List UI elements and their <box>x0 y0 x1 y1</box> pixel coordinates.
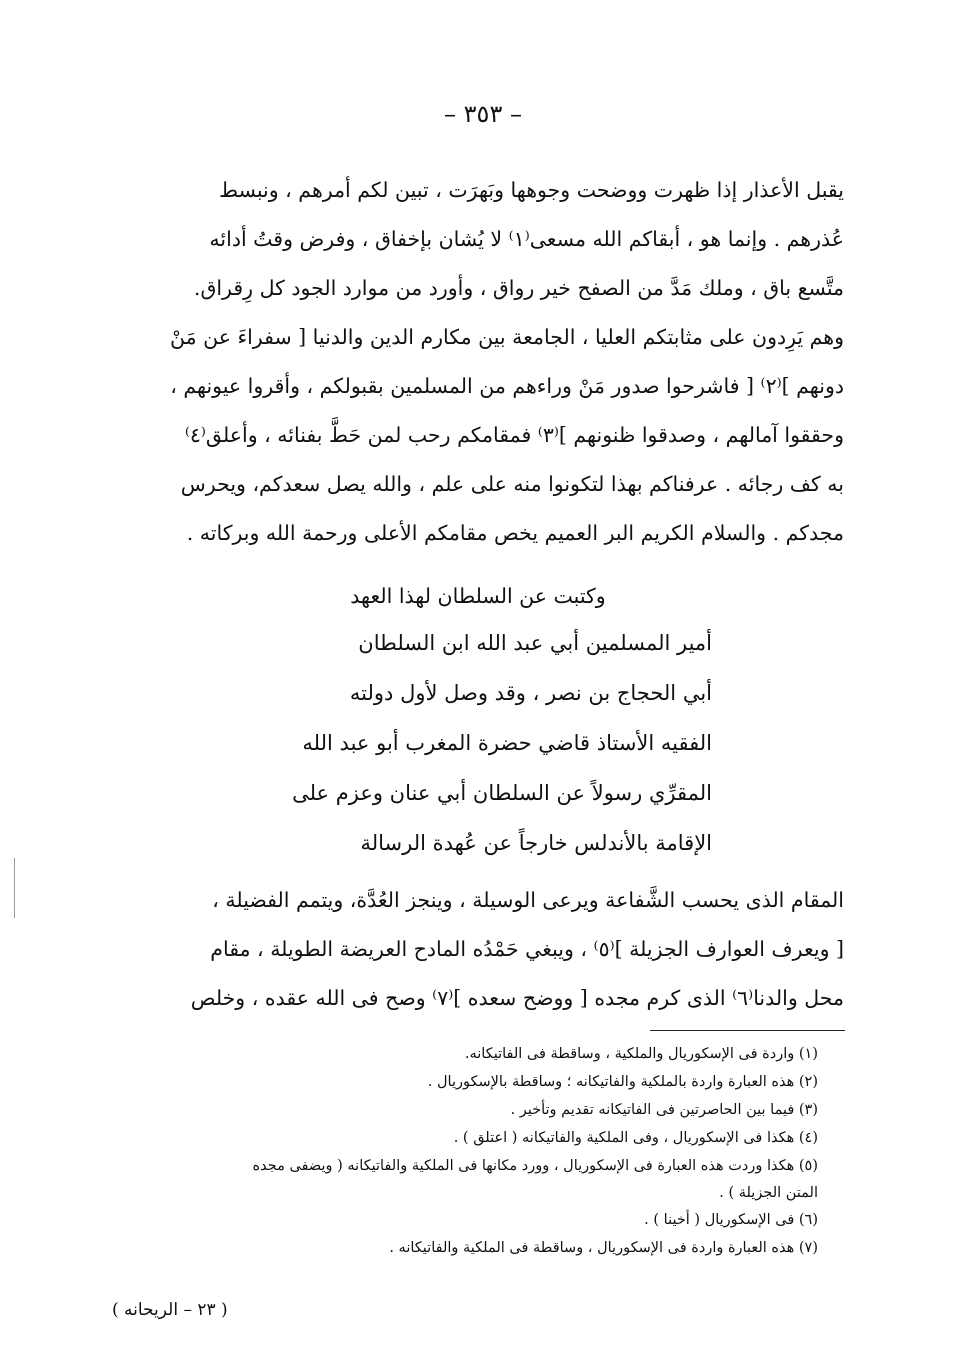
footnote: (٧) هذه العبارة واردة فى الإسكوريال ، وساقطة فى الملكية والفاتيكانه . <box>389 1240 818 1256</box>
footnote: (٦) فى الإسكوريال ( أخينا ) . <box>644 1212 818 1228</box>
footnote: (٣) فيما بين الحاصرتين فى الفاتيكانه تقديم وتأخير . <box>510 1102 818 1118</box>
text-line: عُذرهم . وإنما هو ، أبقاكم الله مسعى⁽١⁾ لا يُشان بإخفاق ، وفرض وقتُ أدائه <box>209 227 844 251</box>
text-line: وحققوا آمالهم ، وصدقوا ظنونهم ]⁽٣⁾ فمقامكم رحب لمن حَطَّ بفنائه ، وأعلق⁽٤⁾ <box>184 423 844 447</box>
footnote: (٢) هذه العبارة واردة بالملكية والفاتيكانه ؛ وساقطة بالإسكوريال . <box>427 1074 818 1090</box>
main-paragraph-1 <box>92 166 844 558</box>
main-paragraph-2 <box>92 876 844 1023</box>
text-line: يقبل الأعذار إذا ظهرت ووضحت وجوهها وبَهرَت ، تبين لكم أمرهم ، ونبسط <box>219 178 844 202</box>
text-line: دونهم ]⁽٢⁾ [ فاشرحوا صدور مَنْ وراءهم من المسلمين بقبولكم ، وأقروا عيونهم ، <box>170 374 844 398</box>
section-heading: وكتبت عن السلطان لهذا العهد <box>350 584 606 608</box>
footnote: (٥) هكذا وردت هذه العبارة فى الإسكوريال ، وورد مكانها فى الملكية والفاتيكانه ( ويضفى مجده <box>252 1158 818 1174</box>
title-line: الفقيه الأستاذ قاضي حضرة المغرب أبو عبد الله <box>302 731 712 755</box>
text-line: المقام الذى يحسب الشَّفاعة ويرعى الوسيلة ، وينجز العُدَّة، ويتمم الفضيلة ، <box>212 888 844 912</box>
title-line: الإقامة بالأندلس خارجاً عن عُهدة الرسالة <box>360 831 712 855</box>
title-line: أبي الحجاج بن نصر ، وقد وصل لأول دولته <box>349 681 712 705</box>
text-line: به كف رجائه . عرفناكم بهذا لتكونوا منه على علم ، والله يصل سعدكم، ويحرس <box>180 472 844 496</box>
footnote: (١) واردة فى الإسكوريال والملكية ، وساقطة فى الفاتيكانه. <box>464 1046 818 1062</box>
footnotes <box>92 1040 818 1262</box>
margin-mark <box>14 858 15 918</box>
text-line: مجدكم . والسلام الكريم البر العميم يخص مقامكم الأعلى ورحمة الله وبركاته . <box>186 521 844 545</box>
title-line: أمير المسلمين أبي عبد الله ابن السلطان <box>358 631 712 655</box>
title-block <box>270 618 712 868</box>
footnote-divider <box>650 1030 845 1031</box>
footnote-continuation: المتن الجزيلة ) . <box>719 1185 818 1201</box>
text-line: محل والدنا⁽٦⁾ الذى كرم مجده [ ووضح سعده ]⁽٧⁾ وصح فى الله عقده ، وخلص <box>190 986 844 1010</box>
signature-mark: ( ٢٣ – الريحانه ) <box>112 1300 228 1320</box>
page-number: – ٣٥٣ – <box>444 100 522 128</box>
text-line: وهم يَرِدون على مثابتكم العليا ، الجامعة بين مكارم الدين والدنيا [ سفراءَ عن مَنْ <box>169 325 844 349</box>
text-line: متَّسع باق ، وملك مَدَّ من الصفح خير رواق ، وأورد من موارد الجود كل رِقراق. <box>193 276 844 300</box>
footnote: (٤) هكذا فى الإسكوريال ، وفى الملكية والفاتيكانه ( اعتلق ) . <box>453 1130 818 1146</box>
text-line: [ ويعرف العوارف الجزيلة ]⁽٥⁾ ، ويبغي حَمْدُه المادح العريضة الطويلة ، مقام <box>210 937 844 961</box>
title-line: المقرِّي رسولاً عن السلطان أبي عنان وعزم على <box>292 781 712 805</box>
